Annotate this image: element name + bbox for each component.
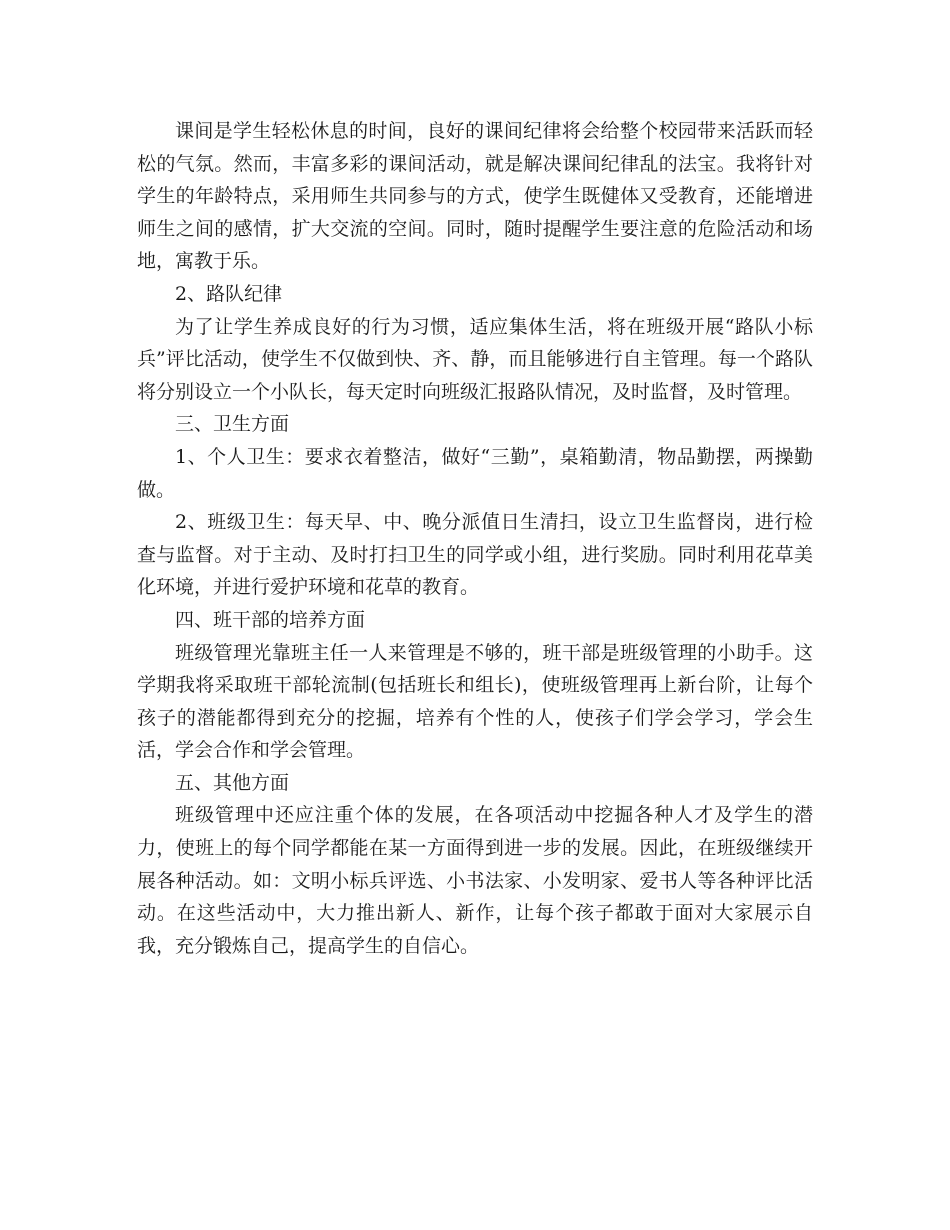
paragraph-recess-discipline: 课间是学生轻松休息的时间，良好的课间纪律将会给整个校园带来活跃而轻松的气氛。然而，丰富多彩的课间活动，就是解决课间纪律乱的法宝。我将针对学生的年龄特点，采用师生共同参与的方式，使学生既健体又受教育，还能增进师生之间的感情，扩大交流的空间。同时，随时提醒学生要注意的危险活动和场地，寓教于乐。: [137, 120, 813, 273]
heading-queue-discipline: 2、路队纪律: [175, 282, 283, 305]
document-body: [137, 115, 813, 962]
heading-class-cadre: 四、班干部的培养方面: [175, 608, 366, 631]
paragraph-class-cadre: 班级管理光靠班主任一人来管理是不够的，班干部是班级管理的小助手。这学期我将采取班干部轮流制(包括班长和组长)，使班级管理再上新台阶，让每个孩子的潜能都得到充分的挖掘，培养有个性的人，使孩子们学会学习，学会生活，学会合作和学会管理。: [137, 641, 813, 762]
paragraph-personal-hygiene: 1、个人卫生：要求衣着整洁，做好“三勤”，桌箱勤清，物品勤摆，两操勤做。: [137, 445, 813, 501]
paragraph-queue-discipline: 为了让学生养成良好的行为习惯，适应集体生活，将在班级开展“路队小标兵”评比活动，使学生不仅做到快、齐、静，而且能够进行自主管理。每一个路队将分别设立一个小队长，每天定时向班级汇报路队情况，及时监督，及时管理。: [137, 315, 813, 403]
heading-other-aspects: 五、其他方面: [175, 771, 290, 794]
heading-hygiene: 三、卫生方面: [175, 413, 290, 436]
paragraph-class-hygiene: 2、班级卫生：每天早、中、晚分派值日生清扫，设立卫生监督岗，进行检查与监督。对于主动、及时打扫卫生的同学或小组，进行奖励。同时利用花草美化环境，并进行爱护环境和花草的教育。: [137, 511, 813, 599]
paragraph-other-aspects: 班级管理中还应注重个体的发展，在各项活动中挖掘各种人才及学生的潜力，使班上的每个同学都能在某一方面得到进一步的发展。因此，在班级继续开展各种活动。如：文明小标兵评选、小书法家、小发明家、爱书人等各种评比活动。在这些活动中，大力推出新人、新作，让每个孩子都敢于面对大家展示自我，充分锻炼自己，提高学生的自信心。: [137, 804, 813, 957]
